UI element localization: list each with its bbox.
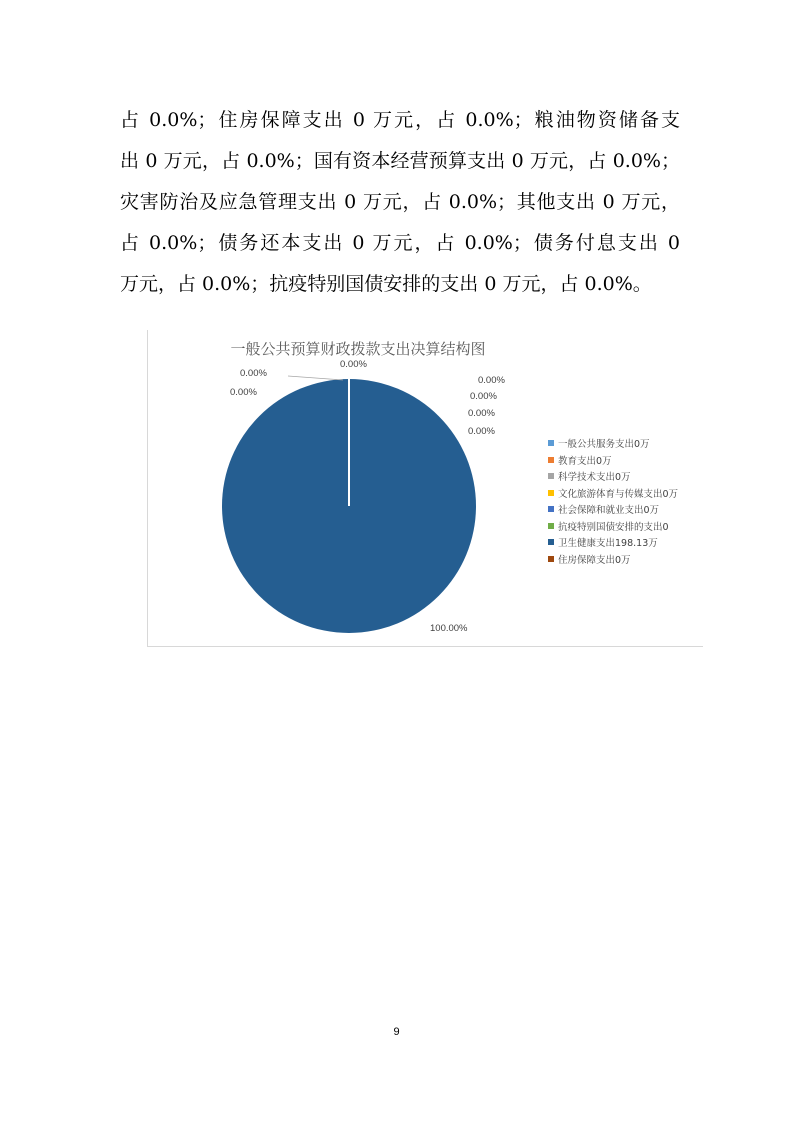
data-label-science: 0.00% <box>478 375 505 386</box>
paragraph-line: 占 0.0%；住房保障支出 0 万元，占 0.0%；粮油物资储备支 <box>120 109 680 131</box>
legend-label: 科学技术支出0万 <box>558 472 631 484</box>
body-paragraph <box>120 100 680 305</box>
legend-label: 社会保障和就业支出0万 <box>558 505 660 517</box>
paragraph-line: 万元，占 0.0%；抗疫特别国债安排的支出 0 万元，占 0.0%。 <box>120 273 652 295</box>
legend-item <box>548 468 708 485</box>
data-label-anti-epidemic-bonds: 0.00% <box>468 426 495 437</box>
legend-item <box>548 551 708 568</box>
data-label-culture: 0.00% <box>470 391 497 402</box>
leader-line <box>288 376 343 380</box>
paragraph-line: 灾害防治及应急管理支出 0 万元，占 0.0%；其他支出 0 万元， <box>120 191 680 213</box>
legend-swatch <box>548 523 554 529</box>
legend-label: 卫生健康支出198.13万 <box>558 538 658 550</box>
legend-swatch <box>548 539 554 545</box>
data-label-health: 100.00% <box>430 623 468 634</box>
legend-item <box>548 518 708 535</box>
page-number: 9 <box>393 1026 400 1038</box>
legend-item <box>548 485 708 502</box>
data-label-housing: 0.00% <box>230 387 257 398</box>
legend-item <box>548 435 708 452</box>
legend-swatch <box>548 506 554 512</box>
data-label-social-security: 0.00% <box>468 408 495 419</box>
legend-swatch <box>548 440 554 446</box>
legend-item <box>548 534 708 551</box>
chart-legend <box>548 435 708 567</box>
legend-swatch <box>548 490 554 496</box>
legend-item <box>548 501 708 518</box>
paragraph-line: 出 0 万元，占 0.0%；国有资本经营预算支出 0 万元，占 0.0%； <box>120 150 680 172</box>
legend-swatch <box>548 457 554 463</box>
legend-label: 住房保障支出0万 <box>558 554 631 566</box>
chart-title: 一般公共预算财政拨款支出决算结构图 <box>230 340 486 358</box>
legend-label: 教育支出0万 <box>558 455 612 467</box>
legend-swatch <box>548 556 554 562</box>
legend-label: 抗疫特别国债安排的支出0 <box>558 521 669 533</box>
paragraph-line: 占 0.0%；债务还本支出 0 万元，占 0.0%；债务付息支出 0 <box>120 232 680 254</box>
legend-label: 文化旅游体育与传媒支出0万 <box>558 488 679 500</box>
data-label-general-public-services: 0.00% <box>240 368 267 379</box>
legend-item <box>548 452 708 469</box>
legend-swatch <box>548 473 554 479</box>
data-label-education: 0.00% <box>340 359 367 370</box>
legend-label: 一般公共服务支出0万 <box>558 439 650 451</box>
pie-chart <box>147 330 703 647</box>
